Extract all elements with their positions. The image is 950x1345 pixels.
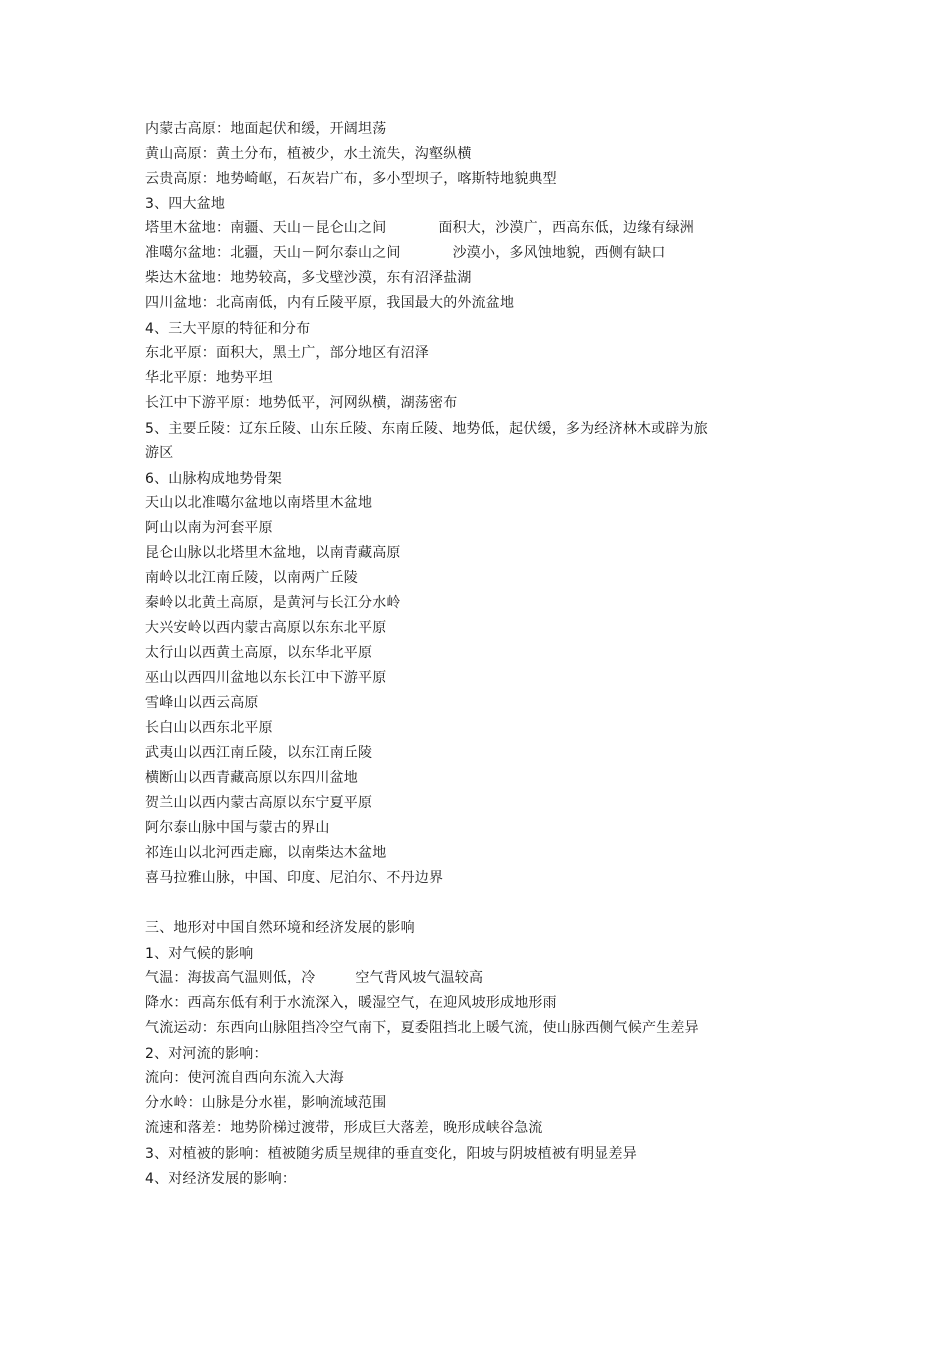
mountain-line: 雪峰山以西云高原 <box>145 695 259 711</box>
text-line-river-direction: 流向：使河流自西向东流入大海 <box>145 1070 344 1086</box>
text-line-precipitation: 降水：西高东低有利于水流深入，暖湿空气，在迎风坡形成地形雨 <box>145 995 557 1011</box>
text-line-qaidam-basin: 柴达木盆地：地势较高，多戈壁沙漠，东有沼泽盐湖 <box>145 270 472 286</box>
text-line-flow-speed: 流速和落差：地势阶梯过渡带，形成巨大落差，晚形成峡谷急流 <box>145 1120 543 1136</box>
mountains-heading: 6、山脉构成地势骨架 <box>145 471 282 487</box>
text-line-junggar-basin <box>145 244 666 262</box>
mountain-line: 昆仑山脉以北塔里木盆地，以南青藏高原 <box>145 545 401 561</box>
text-line-air-movement: 气流运动：东西向山脉阻挡冷空气南下，夏委阻挡北上暖气流，使山脉西侧气候产生差异 <box>145 1020 699 1036</box>
temperature-part-two: 空气背风坡气温较高 <box>355 970 484 986</box>
basins-heading: 3、四大盆地 <box>145 196 226 212</box>
mountain-line: 横断山以西青藏高原以东四川盆地 <box>145 770 358 786</box>
mountain-line: 喜马拉雅山脉，中国、印度、尼泊尔、不丹边界 <box>145 870 444 886</box>
mountain-line: 阿山以南为河套平原 <box>145 520 273 536</box>
text-line-north-china-plain: 华北平原：地势平坦 <box>145 370 273 386</box>
text-line-watershed: 分水岭：山脉是分水崔，影响流域范围 <box>145 1095 387 1111</box>
mountain-line: 阿尔泰山脉中国与蒙古的界山 <box>145 820 330 836</box>
text-line-nei-menggu-plateau: 内蒙古高原：地面起伏和缓，开阔坦荡 <box>145 121 387 137</box>
mountain-line: 巫山以西四川盆地以东长江中下游平原 <box>145 670 387 686</box>
junggar-basin-features: 沙漠小，多风蚀地貌，西侧有缺口 <box>452 245 666 261</box>
mountain-line: 大兴安岭以西内蒙古高原以东东北平原 <box>145 620 387 636</box>
text-line-yungui-plateau: 云贵高原：地势崎岖，石灰岩广布，多小型坝子，喀斯特地貌典型 <box>145 171 557 187</box>
junggar-basin-location: 准噶尔盆地：北疆，天山－阿尔泰山之间 <box>145 245 401 261</box>
mountain-line: 天山以北准噶尔盆地以南塔里木盆地 <box>145 495 373 511</box>
temperature-part-one: 气温：海拔高气温则低，冷 <box>145 970 316 986</box>
tarim-basin-location: 塔里木盆地：南疆、天山－昆仑山之间 <box>145 220 387 236</box>
climate-heading: 1、对气候的影响 <box>145 946 254 962</box>
text-line-tarim-basin <box>145 219 694 237</box>
mountain-line: 武夷山以西江南丘陵，以东江南丘陵 <box>145 745 373 761</box>
text-line-yangtze-plain: 长江中下游平原：地势低平，河网纵横，湖荡密布 <box>145 395 458 411</box>
text-line-northeast-plain: 东北平原：面积大，黑土广，部分地区有沼泽 <box>145 345 429 361</box>
mountain-line: 南岭以北江南丘陵，以南两广丘陵 <box>145 570 358 586</box>
text-line-temperature <box>145 969 483 987</box>
tarim-basin-features: 面积大，沙漠广，西高东低，边缘有绿洲 <box>438 220 695 236</box>
text-line-sichuan-basin: 四川盆地：北高南低，内有丘陵平原，我国最大的外流盆地 <box>145 295 515 311</box>
mountain-line: 贺兰山以西内蒙古高原以东宁夏平原 <box>145 795 373 811</box>
mountain-line: 长白山以西东北平原 <box>145 720 273 736</box>
plains-heading: 4、三大平原的特征和分布 <box>145 321 311 337</box>
rivers-heading: 2、对河流的影响： <box>145 1046 268 1062</box>
text-line-hills-continued: 游区 <box>145 445 174 461</box>
text-line-loess-plateau: 黄山高原：黄土分布，植被少，水土流失，沟壑纵横 <box>145 146 472 162</box>
text-line-vegetation: 3、对植被的影响：植被随劣质呈规律的垂直变化，阳坡与阴坡植被有明显差异 <box>145 1146 637 1162</box>
economy-heading: 4、对经济发展的影响： <box>145 1171 297 1187</box>
text-line-hills: 5、主要丘陵：辽东丘陵、山东丘陵、东南丘陵、地势低，起伏缓，多为经济林木或辟为旅 <box>145 421 708 437</box>
mountain-line: 秦岭以北黄土高原，是黄河与长江分水岭 <box>145 595 401 611</box>
mountain-line: 太行山以西黄土高原，以东华北平原 <box>145 645 373 661</box>
section-three-title: 三、地形对中国自然环境和经济发展的影响 <box>145 920 415 936</box>
mountain-line: 祁连山以北河西走廊，以南柴达木盆地 <box>145 845 387 861</box>
